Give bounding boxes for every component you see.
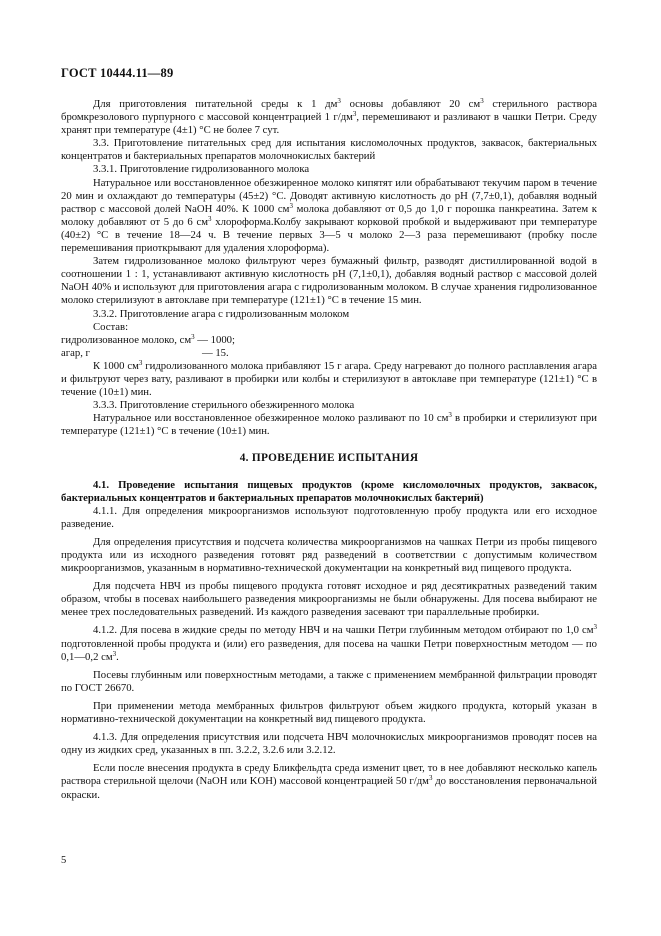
- clause-heading-bold: 4.1. Проведение испытания пищевых продуктов (кроме кисломолочных продуктов, заквасок, бактериальных концентратов и бактериальных препаратов молочнокислых бактерий): [61, 478, 597, 504]
- composition-item-label: агар, г: [61, 346, 90, 359]
- subsection-heading: 3.3.1. Приготовление гидролизованного молока: [93, 163, 310, 176]
- paragraph: Для определения присутствия и подсчета количества микроорганизмов на чашках Петри из пробы пищевого продукта или из исходного разведения готовят ряд разведений в соответствии с допустимым количеством микроорганизмов, указанным в нормативно-технической документации на конкретный вид пищевого продукта.: [61, 535, 597, 575]
- paragraph: 4.1.2. Для посева в жидкие среды по методу НВЧ и на чашки Петри глубинным методом отбирают по 1,0 $см^3$ подготовленной пробы продукта и (или) его разведения, для посева на чашки Петри поверхностным методом — по 0,1—0,2 $см^3$.: [61, 623, 597, 663]
- page-header: ГОСТ 10444.11—89: [61, 66, 174, 80]
- page-number: 5: [61, 855, 67, 866]
- paragraph: При применении метода мембранных фильтров фильтруют объем жидкого продукта, который указан в нормативно-технической документации на конкретный вид пищевого продукта.: [61, 699, 597, 726]
- paragraph: Посевы глубинным или поверхностным методами, а также с применением мембранной фильтрации проводят по ГОСТ 26670.: [61, 668, 597, 694]
- paragraph: Для подсчета НВЧ из пробы пищевого продукта готовят исходное и ряд десятикратных разведений таким образом, чтобы в посевах наибольшего разведения микроорганизмы не были обнаружены. Для посева выбирают не менее трех последовательных разведений. Из каждого разведения засевают три параллельные пробирки.: [61, 580, 597, 619]
- composition-label: Состав:: [93, 320, 129, 333]
- subsection-heading: 3.3.2. Приготовление агара с гидролизованным молоком: [93, 307, 350, 320]
- section-title: 4. ПРОВЕДЕНИЕ ИСПЫТАНИЯ: [239, 452, 419, 465]
- paragraph: Натуральное или восстановленное обезжиренное молоко кипятят или обрабатывают текучим паром в течение 20 мин и охлаждают до температуры (45±2) °С. Доводят активную кислотность до рН (7,7±0,1), добавляя водный раствор с массовой долей NaOH 40%. К 1000 $см^3$ молока добавляют от 0,5 до 1,0 г порошка панкреатина. Затем к молоку добавляют от 5 до 6 $см^3$ хлороформа.Колбу закрывают корковой пробкой и выдерживают при температуре (40±2) °С в течение 18—24 ч. В течение первых 3—5 ч молоко 2—3 раза перемешивают (пробку после перемешивания приоткрывают для удаления хлороформа).: [61, 176, 597, 255]
- paragraph: 4.1.3. Для определения присутствия или подсчета НВЧ молочнокислых микроорганизмов проводят посев на одну из жидких сред, указанных в пп. 3.2.2, 3.2.6 или 3.2.12.: [61, 731, 597, 757]
- document-body: [61, 98, 597, 802]
- composition-item: гидролизованное молоко, $см^3$ — 1000;: [61, 332, 235, 346]
- paragraph: Натуральное или восстановленное обезжиренное молоко разливают по 10 $см^3$ в пробирки и стерилизуют при температуре (121±1) °С в течение (10±1) мин.: [61, 411, 597, 438]
- paragraph: Для приготовления питательной среды к 1 $дм^3$ основы добавляют 20 $см^3$ стерильного раствора бромкрезолового пурпурного с массовой концентрацией 1 $г/дм^3$, перемешивают и разливают в чашки Петри. Среду хранят при температуре (4±1) °С не более 7 сут.: [61, 97, 598, 137]
- paragraph: Затем гидролизованное молоко фильтруют через бумажный фильтр, разводят дистиллированной водой в соотношении 1 : 1, устанавливают активную кислотность рН (7,1±0,1), добавляя водный раствор с массовой долей NaOH 40% и используют для приготовления агара с гидролизованным молоком. В случае хранения гидролизованное молоко стерилизуют в автоклаве при температуре (121±1) °С в течение 15 мин.: [61, 255, 597, 307]
- composition-item-value: — 15.: [201, 346, 229, 359]
- paragraph: 4.1.1. Для определения микроорганизмов используют подготовленную пробу продукта или его исходное разведение.: [61, 504, 597, 530]
- paragraph: К 1000 $см^3$ гидролизованного молока прибавляют 15 г агара. Среду нагревают до полного расплавления агара и фильтруют через вату, разливают в пробирки или колбы и стерилизуют в автоклаве при температуре (121±1) °С в течение (10±1) мин.: [61, 358, 597, 399]
- paragraph: Если после внесения продукта в среду Бликфельдта среда изменит цвет, то в нее добавляют несколько капель раствора стерильной щелочи (NaOH или KOH) массовой концентрацией 50 $г/дм^3$ до восстановления первоначальной окраски.: [61, 762, 597, 801]
- subsection-heading: 3.3.3. Приготовление стерильного обезжиренного молока: [93, 399, 355, 412]
- paragraph: 3.3. Приготовление питательных сред для испытания кисломолочных продуктов, заквасок, бактериальных концентратов и бактериальных препаратов молочнокислых бактерий: [61, 137, 597, 163]
